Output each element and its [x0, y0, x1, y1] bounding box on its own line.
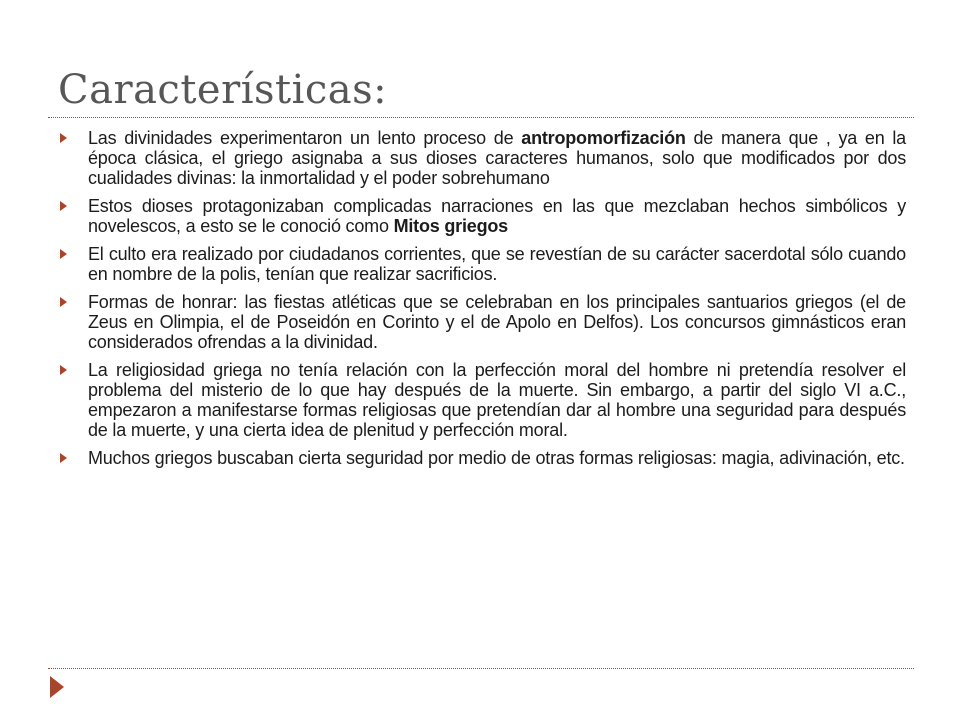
bullet-list: [58, 128, 906, 468]
bullet-text: El culto era realizado por ciudadanos corrientes, que se revestían de su carácter sacerdotal sólo cuando en nombre de la polis, tenían que realizar sacrificios.: [88, 244, 906, 284]
bullet-bold-text: Mitos griegos: [393, 216, 508, 236]
right-triangle-icon: [60, 201, 67, 211]
list-item: [58, 128, 906, 188]
right-triangle-icon: [60, 249, 67, 259]
right-triangle-icon: [60, 365, 67, 375]
list-item: [58, 360, 906, 440]
list-item: [58, 196, 906, 236]
list-item: [58, 244, 906, 284]
title-divider: [48, 117, 914, 118]
footer-divider: [48, 668, 914, 669]
right-triangle-icon: [60, 297, 67, 307]
bullet-text: Muchos griegos buscaban cierta seguridad por medio de otras formas religiosas: magia, adivinación, etc.: [88, 448, 905, 468]
slide-title: Características:: [58, 67, 388, 113]
bullet-text: Formas de honrar: las fiestas atléticas que se celebraban en los principales santuarios griegos (el de Zeus en Olimpia, el de Poseidón en Corinto y el de Apolo en Delfos). Los concursos gimnásticos eran considerados ofrendas a la divinidad.: [88, 292, 906, 352]
right-triangle-icon: [50, 676, 64, 698]
right-triangle-icon: [60, 453, 67, 463]
bullet-bold-text: antropomorfización: [521, 128, 686, 148]
bullet-text: Las divinidades experimentaron un lento proceso de: [88, 128, 522, 148]
slide-content: [58, 128, 906, 476]
bullet-text-tail: de manera que , ya en la época clásica, el griego asignaba a sus dioses caracteres humanos, solo que modificados por dos cualidades divinas: la inmortalidad y el poder sobrehumano: [88, 128, 906, 188]
bullet-text: La religiosidad griega no tenía relación con la perfección moral del hombre ni pretendía resolver el problema del misterio de lo que hay después de la muerte. Sin embargo, a partir del siglo VI a.C., empezaron a manifestarse formas religiosas que pretendían dar al hombre una seguridad para después de la muerte, y una cierta idea de plenitud y perfección moral.: [88, 360, 906, 440]
list-item: [58, 292, 906, 352]
right-triangle-icon: [60, 133, 67, 143]
list-item: [58, 448, 906, 468]
bullet-text: Estos dioses protagonizaban complicadas narraciones en las que mezclaban hechos simbólicos y novelescos, a esto se le conoció como: [88, 196, 906, 236]
